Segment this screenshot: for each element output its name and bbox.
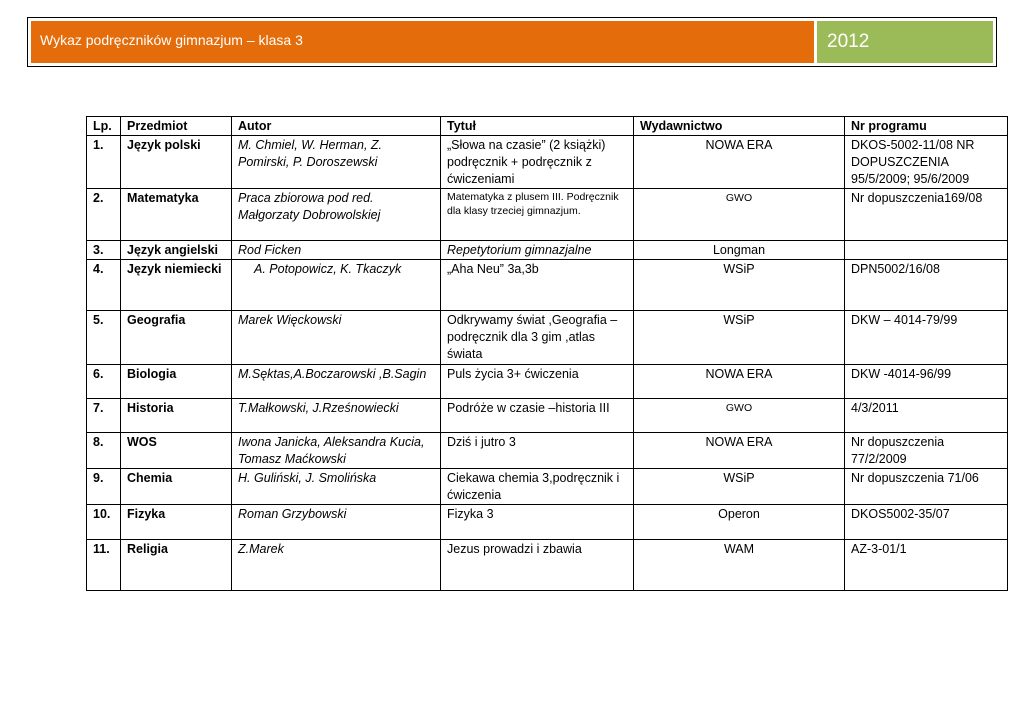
row-author: Iwona Janicka, Aleksandra Kucia, Tomasz Maćkowski — [232, 433, 441, 469]
header-program: Nr programu — [845, 117, 1008, 136]
table-row — [87, 365, 1008, 399]
row-author: H. Guliński, J. Smolińska — [232, 469, 441, 505]
table-header-row — [87, 117, 1008, 136]
header-author: Autor — [232, 117, 441, 136]
row-author: M. Chmiel, W. Herman, Z. Pomirski, P. Doroszewski — [232, 136, 441, 189]
row-title: Odkrywamy świat ,Geografia –podręcznik dla 3 gim ,atlas świata — [441, 311, 634, 365]
textbook-table — [86, 116, 1008, 591]
row-subject: Matematyka — [121, 189, 232, 241]
row-publisher: WSiP — [634, 260, 845, 311]
row-subject: WOS — [121, 433, 232, 469]
row-subject: Chemia — [121, 469, 232, 505]
row-program: 4/3/2011 — [845, 399, 1008, 433]
table-row — [87, 505, 1008, 540]
row-publisher: NOWA ERA — [634, 136, 845, 189]
row-program: Nr dopuszczenia169/08 — [845, 189, 1008, 241]
row-program: Nr dopuszczenia 77/2/2009 — [845, 433, 1008, 469]
row-number: 9. — [87, 469, 121, 505]
row-program: Nr dopuszczenia 71/06 — [845, 469, 1008, 505]
row-number: 7. — [87, 399, 121, 433]
row-program: DPN5002/16/08 — [845, 260, 1008, 311]
document-year: 2012 — [817, 21, 993, 63]
row-subject: Język polski — [121, 136, 232, 189]
row-author: Praca zbiorowa pod red. Małgorzaty Dobrowolskiej — [232, 189, 441, 241]
row-program: DKW – 4014-79/99 — [845, 311, 1008, 365]
table-row — [87, 260, 1008, 311]
header-publisher: Wydawnictwo — [634, 117, 845, 136]
row-publisher: WSiP — [634, 469, 845, 505]
row-title: Ciekawa chemia 3,podręcznik i ćwiczenia — [441, 469, 634, 505]
row-subject: Geografia — [121, 311, 232, 365]
row-publisher: Operon — [634, 505, 845, 540]
row-title: Podróże w czasie –historia III — [441, 399, 634, 433]
table-row — [87, 540, 1008, 591]
row-program: DKW -4014-96/99 — [845, 365, 1008, 399]
row-publisher: NOWA ERA — [634, 365, 845, 399]
row-publisher: NOWA ERA — [634, 433, 845, 469]
row-number: 8. — [87, 433, 121, 469]
row-number: 4. — [87, 260, 121, 311]
table-row — [87, 433, 1008, 469]
row-publisher: GWO — [634, 399, 845, 433]
row-publisher: WSiP — [634, 311, 845, 365]
row-author: Marek Więckowski — [232, 311, 441, 365]
table-row — [87, 311, 1008, 365]
row-number: 5. — [87, 311, 121, 365]
row-subject: Biologia — [121, 365, 232, 399]
row-subject: Język niemiecki — [121, 260, 232, 311]
row-title: Jezus prowadzi i zbawia — [441, 540, 634, 591]
row-author: T.Małkowski, J.Rześnowiecki — [232, 399, 441, 433]
table-row — [87, 399, 1008, 433]
table-row — [87, 241, 1008, 260]
row-program: AZ-3-01/1 — [845, 540, 1008, 591]
row-title: Fizyka 3 — [441, 505, 634, 540]
header-lp: Lp. — [87, 117, 121, 136]
document-title: Wykaz podręczników gimnazjum – klasa 3 — [31, 21, 817, 63]
header-bar — [31, 21, 993, 63]
row-number: 2. — [87, 189, 121, 241]
row-program: DKOS5002-35/07 — [845, 505, 1008, 540]
row-number: 11. — [87, 540, 121, 591]
row-title: Repetytorium gimnazjalne — [441, 241, 634, 260]
row-subject: Religia — [121, 540, 232, 591]
row-number: 6. — [87, 365, 121, 399]
row-number: 3. — [87, 241, 121, 260]
row-title: „Słowa na czasie” (2 książki) podręcznik + podręcznik z ćwiczeniami — [441, 136, 634, 189]
header-title: Tytuł — [441, 117, 634, 136]
table-row — [87, 189, 1008, 241]
row-program: DKOS-5002-11/08 NR DOPUSZCZENIA 95/5/2009; 95/6/2009 — [845, 136, 1008, 189]
row-author: Z.Marek — [232, 540, 441, 591]
row-subject: Historia — [121, 399, 232, 433]
header-frame — [27, 17, 997, 67]
row-subject: Język angielski — [121, 241, 232, 260]
table-row — [87, 469, 1008, 505]
row-title: Dziś i jutro 3 — [441, 433, 634, 469]
row-title: Puls życia 3+ ćwiczenia — [441, 365, 634, 399]
row-author: Rod Ficken — [232, 241, 441, 260]
row-publisher: GWO — [634, 189, 845, 241]
row-author: A. Potopowicz, K. Tkaczyk — [232, 260, 441, 311]
header-subject: Przedmiot — [121, 117, 232, 136]
row-author: Roman Grzybowski — [232, 505, 441, 540]
row-number: 1. — [87, 136, 121, 189]
row-title: Matematyka z plusem III. Podręcznik dla klasy trzeciej gimnazjum. — [441, 189, 634, 241]
row-program — [845, 241, 1008, 260]
row-number: 10. — [87, 505, 121, 540]
row-title: „Aha Neu” 3a,3b — [441, 260, 634, 311]
row-subject: Fizyka — [121, 505, 232, 540]
table-row — [87, 136, 1008, 189]
row-author: M.Sęktas,A.Boczarowski ,B.Sagin — [232, 365, 441, 399]
row-publisher: WAM — [634, 540, 845, 591]
row-publisher: Longman — [634, 241, 845, 260]
